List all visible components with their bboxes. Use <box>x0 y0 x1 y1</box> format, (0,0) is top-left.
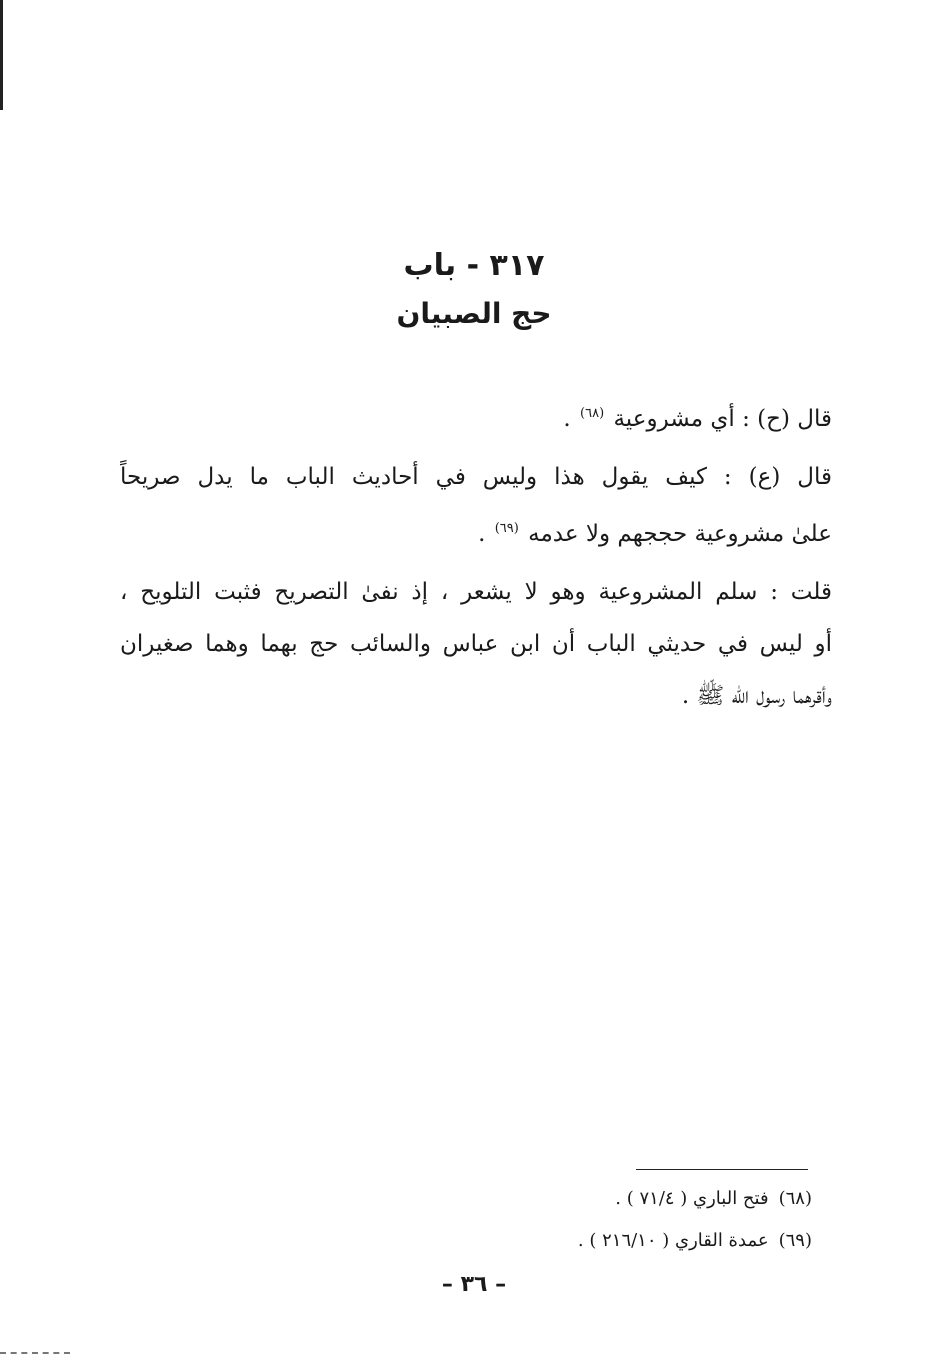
paragraph-2-tail: . <box>478 521 486 547</box>
chapter-header <box>0 244 948 336</box>
footnote-text: فتح الباري ( ٧١/٤ ) . <box>615 1188 769 1209</box>
footnote-ref-68[interactable]: (٦٨) <box>580 406 605 421</box>
scan-bottom-marks <box>0 1352 70 1360</box>
paragraph-2-line-1: قال (ع) : كيف يقول هذا وليس في أحاديث الباب ما يدل صريحاً <box>120 464 832 490</box>
chapter-title: حج الصبيان <box>396 297 552 330</box>
paragraph-2 <box>120 451 832 560</box>
footnote-number: (٦٩) <box>778 1230 812 1251</box>
paragraph-2-line-2 <box>120 503 832 560</box>
paragraph-3-line-2: أو ليس في حديثي الباب أن ابن عباس والسائب حج بهما وهما صغيران <box>120 631 832 657</box>
paragraph-3-line-1: قلت : سلم المشروعية وهو لا يشعر ، إذ نفىٰ التصريح فثبت التلويح ، <box>120 579 832 605</box>
paragraph-3 <box>120 566 832 722</box>
page-number: – ٣٦ – <box>441 1272 507 1297</box>
main-text <box>120 388 832 728</box>
paragraph-1 <box>120 388 832 445</box>
footnote-69 <box>440 1220 812 1262</box>
chapter-number-heading: ٣١٧ - باب <box>403 248 545 283</box>
paragraph-2-text: علىٰ مشروعية حججهم ولا عدمه <box>528 521 832 547</box>
footnote-separator <box>636 1169 808 1170</box>
footnote-68 <box>440 1178 812 1220</box>
paragraph-1-line-1 <box>120 388 832 445</box>
footnote-text: عمدة القاري ( ٢١٦/١٠ ) . <box>577 1230 769 1251</box>
footnote-number: (٦٨) <box>778 1188 812 1209</box>
footnotes <box>440 1178 812 1262</box>
paragraph-1-text: قال (ح) : أي مشروعية <box>613 406 832 432</box>
paragraph-3-line-3: وأقرهما رسول الله ﷺ . <box>681 683 832 709</box>
footnote-ref-69[interactable]: (٦٩) <box>494 521 519 536</box>
paragraph-1-tail: . <box>563 406 571 432</box>
scan-edge-mark <box>0 0 3 110</box>
